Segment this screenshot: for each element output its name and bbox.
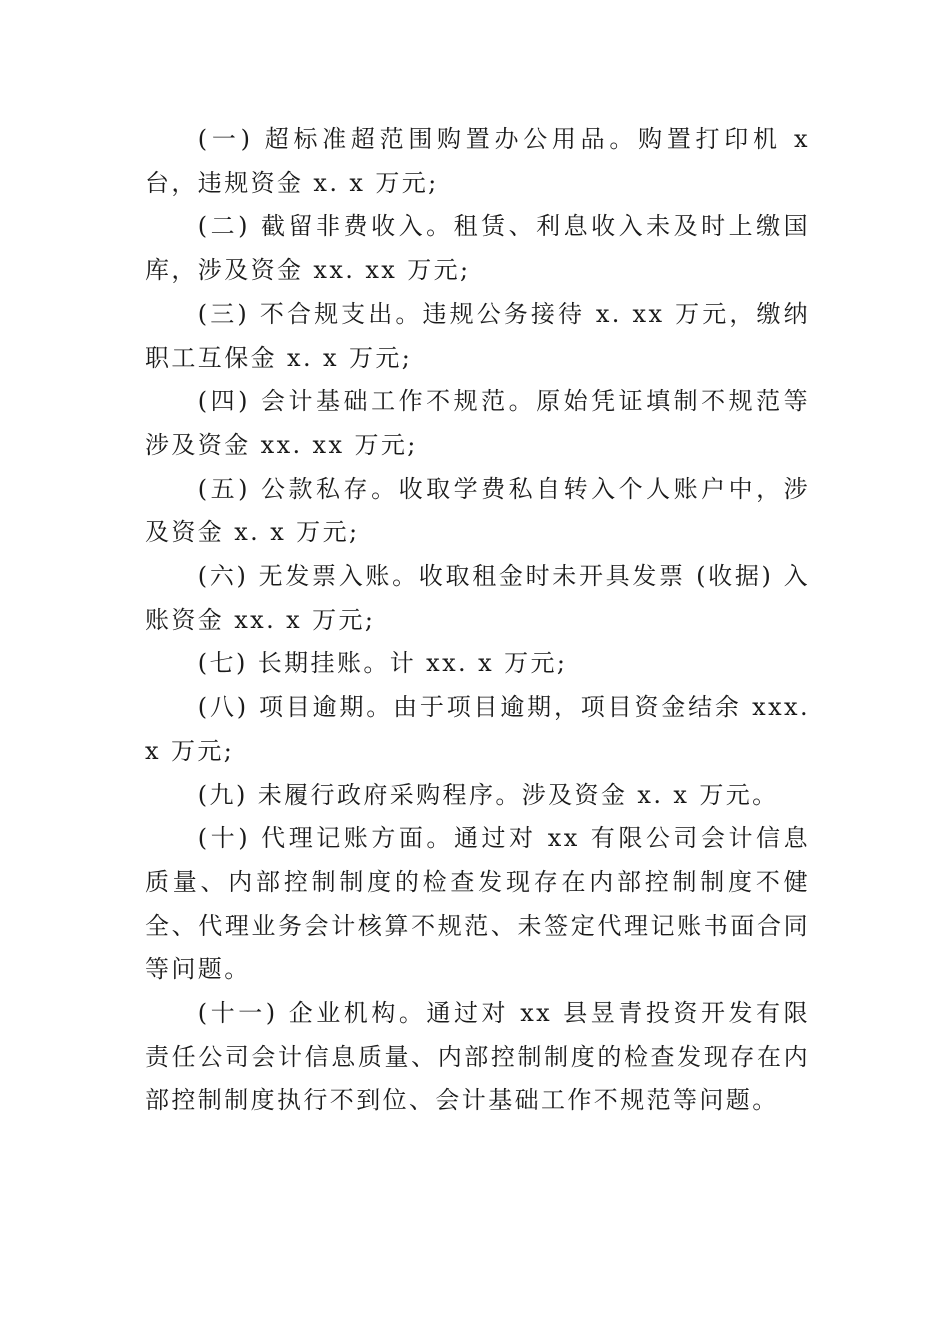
paragraph-11: (十一) 企业机构。通过对 xx 县昱青投资开发有限责任公司会计信息质量、内部控制制度的检查发现存在内部控制制度执行不到位、会计基础工作不规范等问题。 <box>145 999 810 1115</box>
paragraph-3: (三) 不合规支出。违规公务接待 x. xx 万元，缴纳职工互保金 x. x 万元; <box>145 299 810 372</box>
document-body <box>145 118 810 1123</box>
paragraph-2: (二) 截留非费收入。租赁、利息收入未及时上缴国库，涉及资金 xx. xx 万元; <box>145 212 810 285</box>
paragraph-9: (九) 未履行政府采购程序。涉及资金 x. x 万元。 <box>197 780 779 809</box>
paragraph-4: (四) 会计基础工作不规范。原始凭证填制不规范等涉及资金 xx. xx 万元; <box>145 387 810 459</box>
paragraph-6: (六) 无发票入账。收取租金时未开具发票 (收据) 入账资金 xx. x 万元; <box>145 562 810 634</box>
paragraph-7: (七) 长期挂账。计 xx. x 万元; <box>197 649 568 678</box>
paragraph-5: (五) 公款私存。收取学费私自转入个人账户中，涉及资金 x. x 万元; <box>145 474 810 547</box>
paragraph-8: (八) 项目逾期。由于项目逾期，项目资金结余 xxx. x 万元; <box>145 693 810 765</box>
paragraph-1: (一) 超标准超范围购置办公用品。购置打印机 x 台，违规资金 x. x 万元; <box>145 125 810 197</box>
paragraph-10: (十) 代理记账方面。通过对 xx 有限公司会计信息质量、内部控制制度的检查发现存在内部控制制度不健全、代理业务会计核算不规范、未签定代理记账书面合同等问题。 <box>145 824 810 984</box>
